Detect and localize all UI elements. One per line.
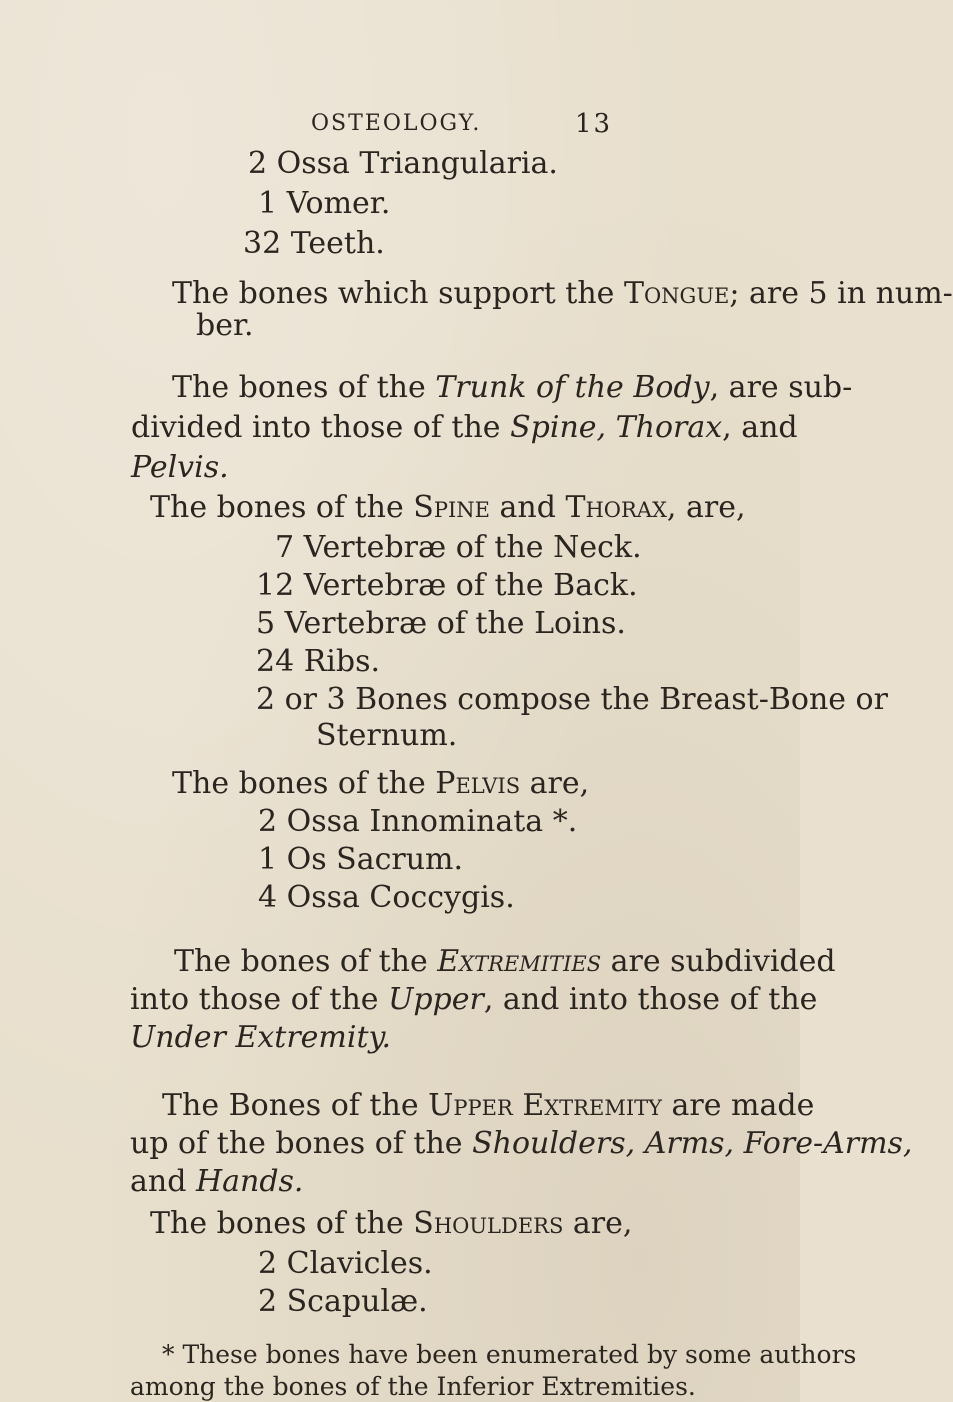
list-item: 2 Clavicles. [258, 1246, 433, 1281]
list-item: 1 Os Sacrum. [258, 842, 464, 877]
paragraph-upper: The Bones of the Upper Extremity are made [162, 1088, 815, 1123]
paragraph-trunk-cont: Pelvis. [131, 450, 229, 485]
list-item: Sternum. [316, 718, 458, 753]
pelvis-intro: The bones of the Pelvis are, [172, 766, 590, 801]
list-item: 5 Vertebræ of the Loins. [256, 606, 626, 641]
footnote: * These bones have been enumerated by some authors [162, 1340, 857, 1369]
paragraph-trunk-cont: divided into those of the Spine, Thorax, and [131, 410, 798, 445]
list-item: 2 or 3 Bones compose the Breast-Bone or [256, 682, 888, 717]
page-number: 13 [575, 109, 613, 139]
running-head: OSTEOLOGY. [311, 111, 482, 136]
list-item: 24 Ribs. [256, 644, 381, 679]
list-item: 32 Teeth. [243, 226, 385, 261]
list-item: 4 Ossa Coccygis. [258, 880, 515, 915]
paragraph-tongue-cont: ber. [196, 308, 254, 343]
paragraph-extremities-cont: Under Extremity. [130, 1020, 392, 1055]
paragraph-trunk: The bones of the Trunk of the Body, are sub- [172, 370, 853, 405]
shoulders-intro: The bones of the Shoulders are, [150, 1206, 633, 1241]
paragraph-extremities: The bones of the Extremities are subdivided [174, 944, 836, 979]
paragraph-upper-cont: and Hands. [130, 1164, 304, 1199]
list-item: 12 Vertebræ of the Back. [256, 568, 638, 603]
footnote-cont: among the bones of the Inferior Extremities. [130, 1372, 696, 1401]
paragraph-tongue: The bones which support the Tongue; are 5 in num- [172, 276, 953, 311]
list-item: 2 Scapulæ. [258, 1284, 428, 1319]
list-item: 1 Vomer. [258, 186, 391, 221]
paragraph-upper-cont: up of the bones of the Shoulders, Arms, Fore-Arms, [130, 1126, 913, 1161]
spine-intro: The bones of the Spine and Thorax, are, [150, 490, 746, 525]
list-item: 2 Ossa Triangularia. [248, 146, 558, 181]
list-item: 7 Vertebræ of the Neck. [275, 530, 642, 565]
paragraph-extremities-cont: into those of the Upper, and into those of the [130, 982, 818, 1017]
list-item: 2 Ossa Innominata *. [258, 804, 578, 839]
